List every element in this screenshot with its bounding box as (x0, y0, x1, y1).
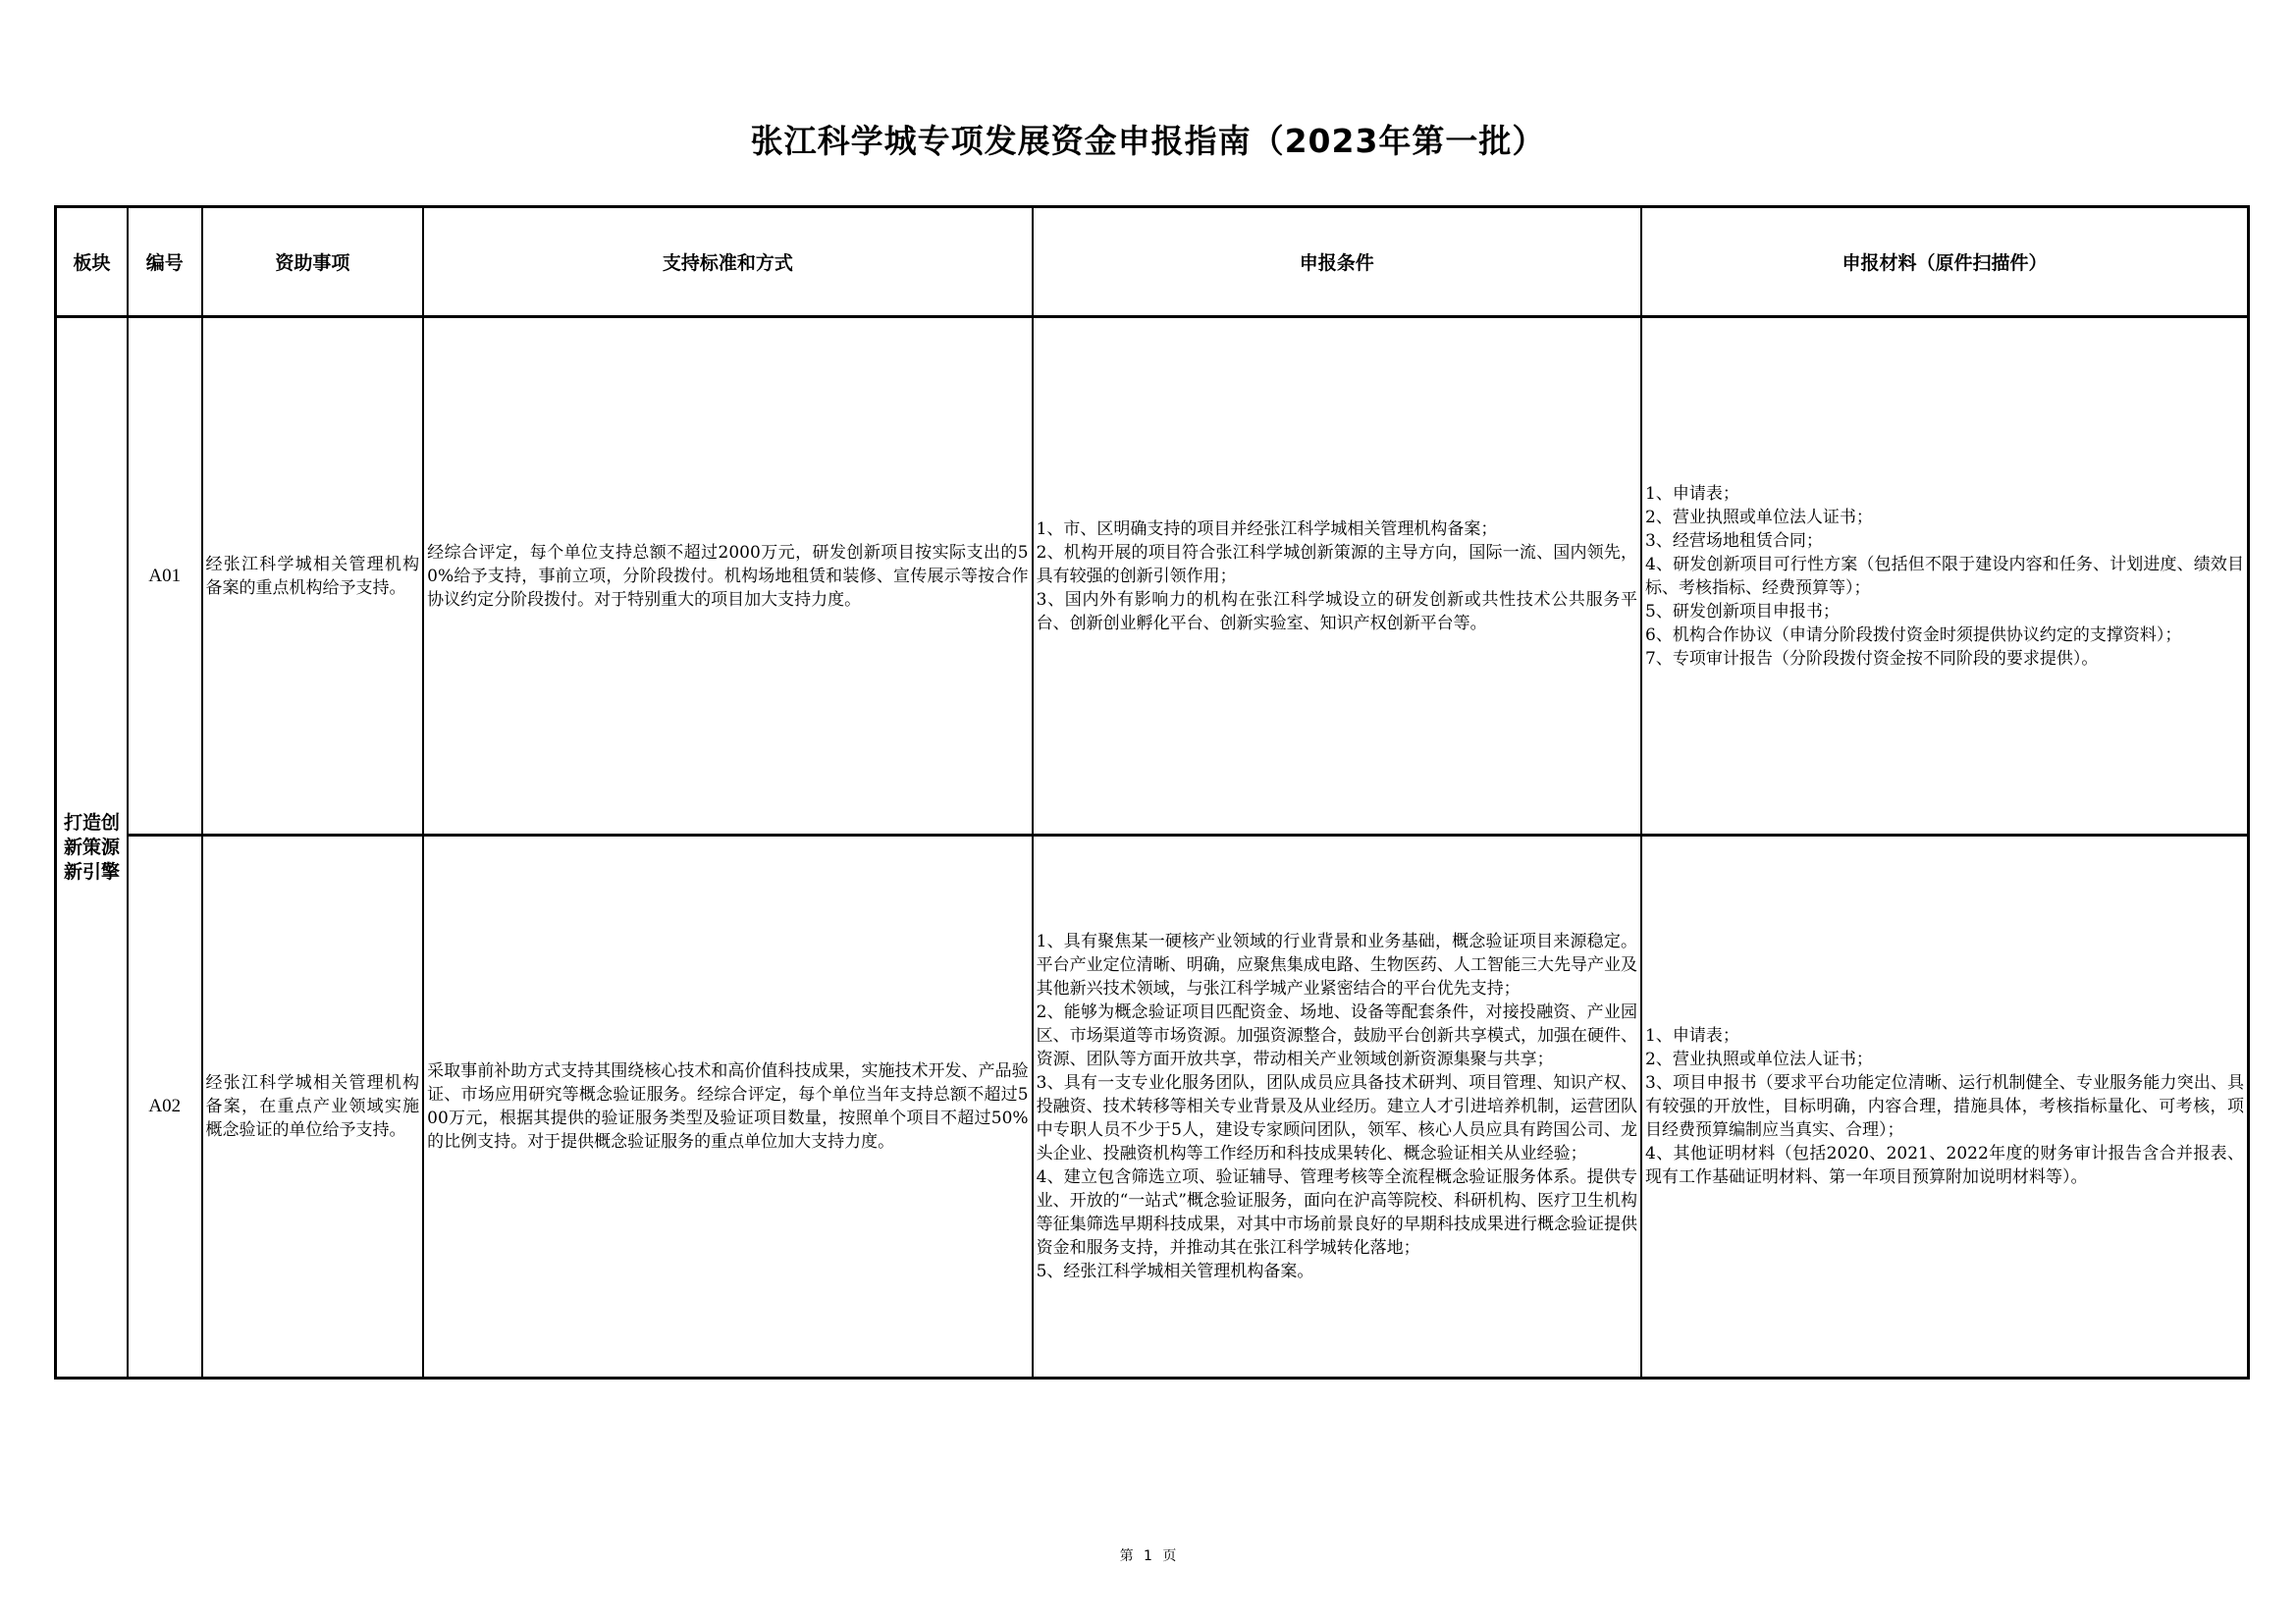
item-cell: 经张江科学城相关管理机构备案的重点机构给予支持。 (202, 317, 424, 836)
support-cell: 经综合评定，每个单位支持总额不超过2000万元，研发创新项目按实际支出的50%给予支持，事前立项，分阶段拨付。机构场地租赁和装修、宣传展示等按合作协议约定分阶段拨付。对于特别重大的项目加大支持力度。 (423, 317, 1032, 836)
header-item: 资助事项 (202, 207, 424, 317)
header-materials: 申报材料（原件扫描件） (1641, 207, 2248, 317)
condition-item: 3、具有一支专业化服务团队，团队成员应具备技术研判、项目管理、知识产权、投融资、技术转移等相关专业背景及从业经历。建立人才引进培养机制，运营团队中专职人员不少于5人，建设专家顾问团队，领军、核心人员应具有跨国公司、龙头企业、投融资机构等工作经历和科技成果转化、概念验证相关从业经验； (1036, 1073, 1638, 1164)
material-item: 4、其他证明材料（包括2020、2021、2022年度的财务审计报告含合并报表、现有工作基础证明材料、第一年项目预算附加说明材料等）。 (1645, 1144, 2244, 1187)
condition-item: 3、国内外有影响力的机构在张江科学城设立的研发创新或共性技术公共服务平台、创新创业孵化平台、创新实验室、知识产权创新平台等。 (1036, 589, 1638, 633)
conditions-cell (1033, 836, 1641, 1379)
material-item: 5、研发创新项目申报书； (1645, 601, 1840, 622)
condition-item: 1、具有聚焦某一硬核产业领域的行业背景和业务基础，概念验证项目来源稳定。平台产业定位清晰、明确，应聚焦集成电路、生物医药、人工智能三大先导产业及其他新兴技术领域，与张江科学城产业紧密结合的平台优先支持； (1036, 932, 1638, 999)
support-cell: 采取事前补助方式支持其围绕核心技术和高价值科技成果，实施技术开发、产品验证、市场应用研究等概念验证服务。经综合评定，每个单位当年支持总额不超过500万元，根据其提供的验证服务类型及验证项目数量，按照单个项目不超过50%的比例支持。对于提供概念验证服务的重点单位加大支持力度。 (423, 836, 1032, 1379)
code-cell: A02 (128, 836, 202, 1379)
material-item: 2、营业执照或单位法人证书； (1645, 1050, 1873, 1069)
table-row (56, 836, 2249, 1379)
funding-guide-table (54, 205, 2250, 1380)
condition-item: 5、经张江科学城相关管理机构备案。 (1036, 1262, 1314, 1281)
header-support: 支持标准和方式 (423, 207, 1032, 317)
header-code: 编号 (128, 207, 202, 317)
block-name-cell: 打造创新策源新引擎 (56, 317, 129, 1379)
material-item: 7、专项审计报告（分阶段拨付资金按不同阶段的要求提供）。 (1645, 648, 2099, 669)
page-number: 第 1 页 (1119, 1548, 1177, 1564)
table-row (56, 317, 2249, 836)
conditions-cell (1033, 317, 1641, 836)
table-header-row (56, 207, 2249, 317)
page-title: 张江科学城专项发展资金申报指南（2023年第一批） (750, 122, 1546, 160)
condition-item: 1、市、区明确支持的项目并经张江科学城相关管理机构备案； (1036, 518, 1498, 539)
condition-item: 2、机构开展的项目符合张江科学城创新策源的主导方向，国际一流、国内领先，具有较强的创新引领作用； (1036, 542, 1638, 586)
item-cell: 经张江科学城相关管理机构备案，在重点产业领域实施概念验证的单位给予支持。 (202, 836, 424, 1379)
material-item: 2、营业执照或单位法人证书； (1645, 507, 1873, 527)
header-block: 板块 (56, 207, 129, 317)
header-conditions: 申报条件 (1033, 207, 1641, 317)
condition-item: 2、能够为概念验证项目匹配资金、场地、设备等配套条件，对接投融资、产业园区、市场渠道等市场资源。加强资源整合，鼓励平台创新共享模式，加强在硬件、资源、团队等方面开放共享，带动相关产业领域创新资源集聚与共享； (1036, 1002, 1638, 1069)
materials-cell (1641, 836, 2248, 1379)
materials-cell (1641, 317, 2248, 836)
material-item: 3、经营场地租赁合同； (1645, 530, 1823, 551)
material-item: 1、申请表； (1645, 483, 1739, 504)
material-item: 1、申请表； (1645, 1026, 1739, 1046)
material-item: 4、研发创新项目可行性方案（包括但不限于建设内容和任务、计划进度、绩效目标、考核指标、经费预算等）； (1645, 554, 2244, 598)
material-item: 3、项目申报书（要求平台功能定位清晰、运行机制健全、专业服务能力突出、具有较强的开放性，目标明确，内容合理，措施具体，考核指标量化、可考核，项目经费预算编制应当真实、合理）； (1645, 1073, 2244, 1140)
condition-item: 4、建立包含筛选立项、验证辅导、管理考核等全流程概念验证服务体系。提供专业、开放的“一站式”概念验证服务，面向在沪高等院校、科研机构、医疗卫生机构等征集筛选早期科技成果，对其中市场前景良好的早期科技成果进行概念验证提供资金和服务支持，并推动其在张江科学城转化落地； (1036, 1167, 1638, 1258)
code-cell: A01 (128, 317, 202, 836)
material-item: 6、机构合作协议（申请分阶段拨付资金时须提供协议约定的支撑资料）； (1645, 624, 2182, 645)
